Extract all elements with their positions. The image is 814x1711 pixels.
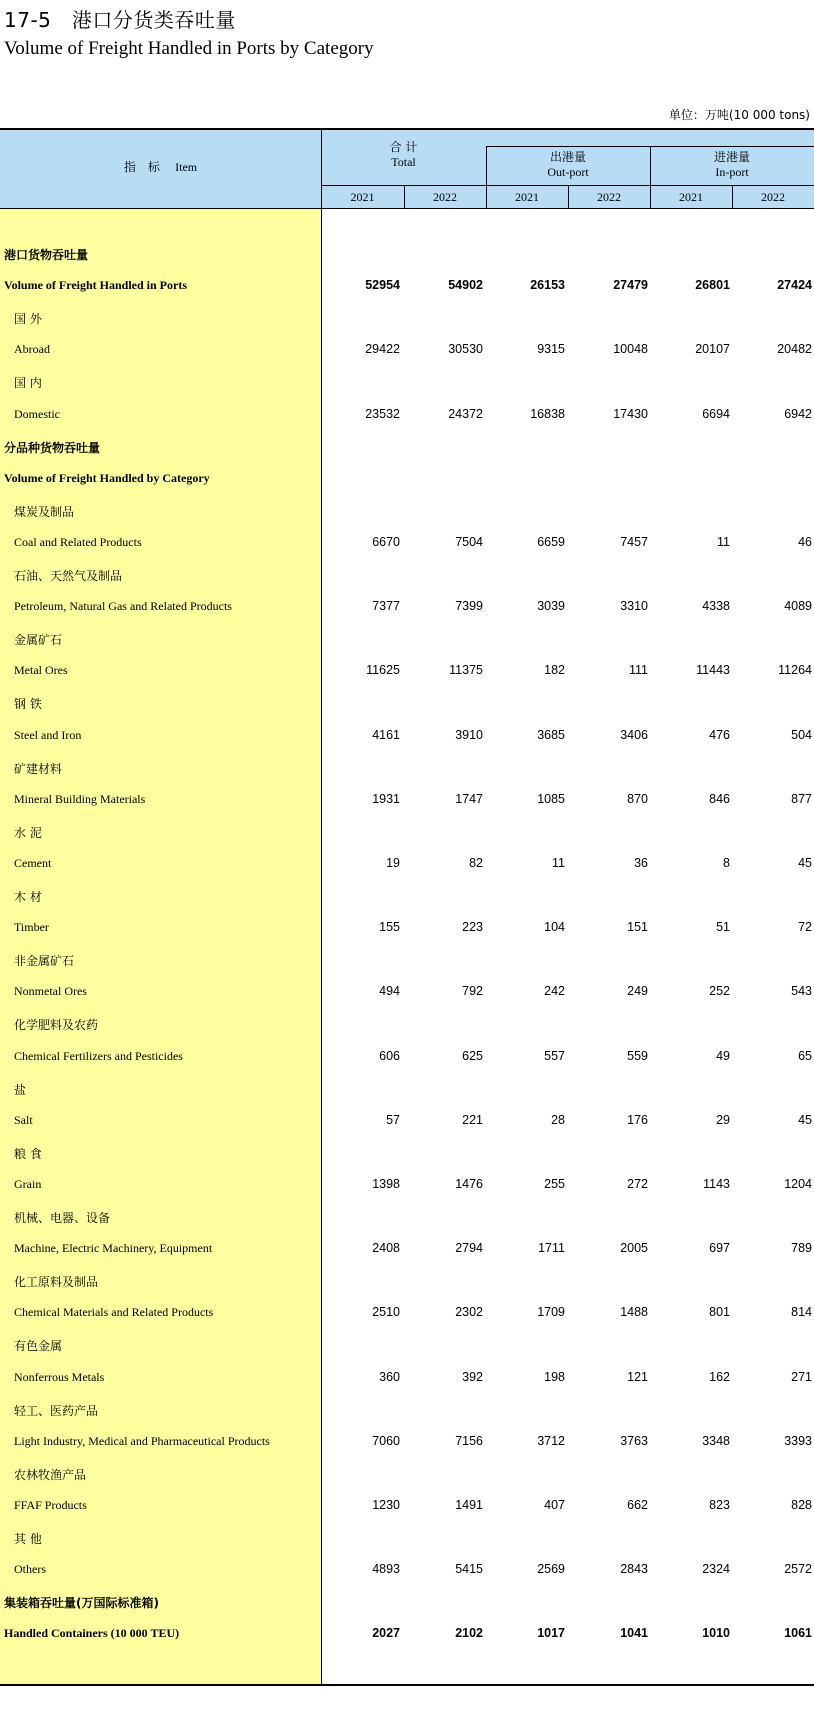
row-value: 17430 <box>613 406 648 421</box>
header-item-en: Item <box>175 160 198 174</box>
row-value: 1711 <box>538 1241 565 1256</box>
header-year: 2021 <box>679 190 703 204</box>
header-inport-cn: 进港量 <box>713 150 750 164</box>
row-value: 1010 <box>702 1626 730 1641</box>
table-row <box>0 886 814 906</box>
row-value: 65 <box>798 1048 812 1063</box>
header-divider <box>321 185 814 186</box>
row-value: 625 <box>462 1048 483 1063</box>
row-value: 52954 <box>365 278 400 293</box>
label-column <box>0 209 322 1684</box>
row-label: Handled Containers (10 000 TEU) <box>4 1626 180 1641</box>
row-value: 6694 <box>702 406 730 421</box>
row-value: 82 <box>469 855 483 870</box>
row-label: Domestic <box>14 406 60 421</box>
row-label: 粮 食 <box>14 1146 42 1161</box>
row-value: 8 <box>723 855 730 870</box>
row-value: 407 <box>544 1497 565 1512</box>
table-title-cn: 17-5 港口分货类吞吐量 <box>4 8 236 32</box>
table-row <box>0 565 814 585</box>
row-value: 20107 <box>695 342 730 357</box>
table-row <box>0 661 814 681</box>
row-value: 543 <box>791 984 812 999</box>
row-label: 石油、天然气及制品 <box>14 569 123 583</box>
row-value: 36 <box>634 855 648 870</box>
row-value: 7504 <box>455 534 483 549</box>
row-value: 151 <box>627 920 648 935</box>
table-row <box>0 629 814 649</box>
row-value: 9315 <box>537 342 565 357</box>
table-row <box>0 1014 814 1034</box>
row-label: Volume of Freight Handled in Ports <box>4 278 188 293</box>
row-label: 机械、电器、设备 <box>14 1211 111 1225</box>
row-value: 1709 <box>537 1305 565 1320</box>
header-year: 2021 <box>515 190 539 204</box>
row-value: 2569 <box>537 1562 565 1577</box>
table-row <box>0 372 814 392</box>
row-value: 54902 <box>448 278 483 293</box>
header-divider <box>486 146 814 147</box>
row-value: 504 <box>791 727 812 742</box>
row-value: 559 <box>627 1048 648 1063</box>
table-row <box>0 1496 814 1516</box>
row-value: 1230 <box>372 1497 400 1512</box>
table-row <box>0 1239 814 1259</box>
row-value: 11 <box>552 855 565 870</box>
row-label: 化工原料及制品 <box>14 1275 99 1290</box>
table-row <box>0 693 814 713</box>
row-value: 846 <box>709 791 730 806</box>
row-value: 46 <box>798 534 812 549</box>
row-label: Cement <box>14 855 52 870</box>
row-value: 11 <box>717 534 730 549</box>
row-label: 盐 <box>14 1082 27 1097</box>
table-row <box>0 1111 814 1131</box>
table-row <box>0 1624 814 1644</box>
row-label: 煤炭及制品 <box>14 504 75 519</box>
row-value: 49 <box>716 1048 730 1063</box>
header-year: 2021 <box>350 190 375 204</box>
table-row <box>0 854 814 874</box>
row-value: 11625 <box>366 663 400 678</box>
row-value: 2408 <box>372 1241 400 1256</box>
row-value: 4089 <box>784 599 812 614</box>
row-value: 26153 <box>530 278 565 293</box>
row-value: 2102 <box>455 1626 483 1641</box>
table-row <box>0 405 814 425</box>
table-row <box>0 244 814 264</box>
row-value: 2510 <box>372 1305 400 1320</box>
row-value: 10048 <box>613 342 648 357</box>
row-value: 182 <box>544 663 565 678</box>
row-value: 1061 <box>784 1626 812 1641</box>
row-value: 1491 <box>455 1497 483 1512</box>
row-value: 272 <box>627 1176 648 1191</box>
row-label: Chemical Materials and Related Products <box>14 1305 214 1320</box>
row-value: 2572 <box>784 1562 812 1577</box>
row-value: 198 <box>544 1369 565 1384</box>
table-row <box>0 950 814 970</box>
row-value: 4161 <box>372 727 400 742</box>
row-value: 494 <box>379 984 400 999</box>
row-value: 11443 <box>696 663 730 678</box>
row-value: 823 <box>709 1497 730 1512</box>
table-row <box>0 1175 814 1195</box>
table-row <box>0 1432 814 1452</box>
table-row <box>0 758 814 778</box>
table-row <box>0 1335 814 1355</box>
table-bottom-rule <box>0 1684 814 1686</box>
table-row <box>0 1143 814 1163</box>
row-value: 4338 <box>702 599 730 614</box>
row-value: 23532 <box>365 406 400 421</box>
row-value: 45 <box>798 1112 812 1127</box>
row-value: 801 <box>709 1305 730 1320</box>
table-row <box>0 822 814 842</box>
table-row <box>0 918 814 938</box>
row-label: Grain <box>14 1176 42 1191</box>
row-value: 249 <box>627 984 648 999</box>
table-row <box>0 1592 814 1612</box>
table-row <box>0 1368 814 1388</box>
row-label: 非金属矿石 <box>14 954 75 969</box>
row-value: 2027 <box>372 1626 400 1641</box>
row-value: 7377 <box>372 599 400 614</box>
table-row <box>0 1528 814 1548</box>
row-value: 162 <box>709 1369 730 1384</box>
table-row <box>0 501 814 521</box>
row-value: 3685 <box>537 727 565 742</box>
row-label: 金属矿石 <box>14 633 63 648</box>
row-value: 606 <box>379 1048 400 1063</box>
row-label: 矿建材料 <box>14 761 63 776</box>
table-row <box>0 1207 814 1227</box>
header-outport-en: Out-port <box>547 165 589 179</box>
row-value: 828 <box>791 1497 812 1512</box>
row-value: 19 <box>386 855 400 870</box>
row-label: 化学肥料及农药 <box>14 1018 99 1033</box>
header-year: 2022 <box>433 190 457 204</box>
row-label: Nonmetal Ores <box>14 984 87 999</box>
table-row <box>0 276 814 296</box>
row-label: Volume of Freight Handled by Category <box>4 470 210 485</box>
row-value: 242 <box>544 984 565 999</box>
row-label: Salt <box>14 1112 33 1127</box>
row-label: 分品种货物吞吐量 <box>4 440 101 455</box>
row-value: 476 <box>709 727 730 742</box>
row-label: 国 内 <box>14 376 42 391</box>
row-value: 3406 <box>620 727 648 742</box>
table-body <box>0 209 814 1684</box>
table-row <box>0 1303 814 1323</box>
row-label: Light Industry, Medical and Pharmaceutical Products <box>14 1433 270 1448</box>
row-value: 255 <box>544 1176 565 1191</box>
row-value: 1017 <box>537 1626 565 1641</box>
row-value: 2324 <box>702 1562 730 1577</box>
row-value: 1488 <box>620 1305 648 1320</box>
row-value: 271 <box>791 1369 812 1384</box>
row-value: 1041 <box>620 1626 648 1641</box>
row-value: 3348 <box>702 1433 730 1448</box>
row-value: 45 <box>798 855 812 870</box>
row-value: 111 <box>628 663 648 678</box>
row-label: Chemical Fertilizers and Pesticides <box>14 1048 183 1063</box>
row-value: 223 <box>462 920 483 935</box>
row-label: Timber <box>14 920 49 935</box>
row-value: 7060 <box>372 1433 400 1448</box>
row-label: Abroad <box>14 342 50 357</box>
header-inport-en: In-port <box>715 165 749 179</box>
header-year: 2022 <box>597 190 621 204</box>
row-value: 1085 <box>537 791 565 806</box>
row-label: 水 泥 <box>14 825 42 840</box>
row-value: 870 <box>627 791 648 806</box>
row-value: 2302 <box>455 1305 483 1320</box>
table-row <box>0 597 814 617</box>
row-value: 814 <box>791 1305 812 1320</box>
row-value: 697 <box>709 1241 730 1256</box>
row-value: 557 <box>544 1048 565 1063</box>
row-value: 51 <box>716 920 730 935</box>
row-value: 3910 <box>455 727 483 742</box>
row-value: 2843 <box>620 1562 648 1577</box>
row-value: 2005 <box>620 1241 648 1256</box>
row-value: 72 <box>798 920 812 935</box>
row-value: 4893 <box>372 1562 400 1577</box>
row-value: 3039 <box>537 599 565 614</box>
row-label: 木 材 <box>14 890 42 904</box>
row-label: Mineral Building Materials <box>14 791 146 806</box>
table-row <box>0 1560 814 1580</box>
row-value: 662 <box>627 1497 648 1512</box>
row-value: 30530 <box>448 342 483 357</box>
row-value: 360 <box>379 1369 400 1384</box>
header-total-en: Total <box>391 155 416 169</box>
row-value: 16838 <box>530 406 565 421</box>
table-row <box>0 340 814 360</box>
row-label: 港口货物吞吐量 <box>4 248 89 262</box>
header-item-cn: 指 标 <box>123 160 160 174</box>
row-value: 20482 <box>777 342 812 357</box>
row-value: 57 <box>386 1112 400 1127</box>
row-value: 1143 <box>703 1176 730 1191</box>
row-value: 176 <box>627 1112 648 1127</box>
row-value: 11264 <box>778 663 812 678</box>
table-row <box>0 982 814 1002</box>
row-value: 2794 <box>455 1241 483 1256</box>
header-year: 2022 <box>761 190 785 204</box>
row-value: 1931 <box>372 791 400 806</box>
row-value: 155 <box>379 920 400 935</box>
row-value: 27424 <box>777 278 812 293</box>
table-row <box>0 1271 814 1291</box>
row-label: 农林牧渔产品 <box>14 1467 87 1482</box>
row-value: 1747 <box>455 791 483 806</box>
row-value: 121 <box>627 1369 648 1384</box>
row-label: Coal and Related Products <box>14 534 142 549</box>
row-value: 7399 <box>455 599 483 614</box>
row-label: 轻工、医药产品 <box>14 1403 99 1418</box>
row-value: 877 <box>791 791 812 806</box>
table-row <box>0 1464 814 1484</box>
header-total <box>321 140 486 170</box>
row-label: 有色金属 <box>14 1339 63 1354</box>
row-value: 11375 <box>449 663 483 678</box>
row-value: 26801 <box>695 278 730 293</box>
row-value: 6659 <box>537 534 565 549</box>
table-row <box>0 726 814 746</box>
row-value: 1398 <box>372 1176 400 1191</box>
row-label: Others <box>14 1562 46 1577</box>
row-value: 789 <box>791 1241 812 1256</box>
row-value: 392 <box>462 1369 483 1384</box>
table-row <box>0 469 814 489</box>
row-value: 5415 <box>455 1562 483 1577</box>
row-value: 29 <box>716 1112 730 1127</box>
row-label: 集装箱吞吐量(万国际标准箱) <box>4 1596 159 1611</box>
header-item <box>0 160 321 175</box>
row-label: Steel and Iron <box>14 727 82 742</box>
table-row <box>0 1047 814 1067</box>
row-value: 3310 <box>620 599 648 614</box>
header-inport <box>650 150 814 180</box>
table-title-en: Volume of Freight Handled in Ports by Category <box>4 38 374 59</box>
row-label: 其 他 <box>14 1532 42 1546</box>
table-header <box>0 130 814 209</box>
table-row <box>0 1400 814 1420</box>
header-outport-cn: 出港量 <box>549 150 586 164</box>
row-label: FFAF Products <box>14 1497 87 1512</box>
row-value: 3393 <box>784 1433 812 1448</box>
row-value: 1476 <box>455 1176 483 1191</box>
table-row <box>0 533 814 553</box>
row-value: 7156 <box>455 1433 483 1448</box>
row-value: 29422 <box>365 342 400 357</box>
row-value: 7457 <box>620 534 648 549</box>
row-value: 1204 <box>784 1176 812 1191</box>
row-value: 6942 <box>784 406 812 421</box>
table-row <box>0 308 814 328</box>
table-row <box>0 790 814 810</box>
row-label: Nonferrous Metals <box>14 1369 105 1384</box>
table-row <box>0 1079 814 1099</box>
row-value: 792 <box>462 984 483 999</box>
row-label: Metal Ores <box>14 663 68 678</box>
row-value: 27479 <box>613 278 648 293</box>
row-value: 24372 <box>448 406 483 421</box>
row-label: 国 外 <box>14 312 42 327</box>
row-value: 6670 <box>372 534 400 549</box>
unit-label: 单位：万吨(10 000 tons) <box>668 108 810 122</box>
row-label: 钢 铁 <box>14 697 42 712</box>
row-value: 252 <box>709 984 730 999</box>
header-total-cn: 合 计 <box>389 140 418 154</box>
row-value: 221 <box>462 1112 483 1127</box>
row-value: 28 <box>551 1112 565 1127</box>
row-label: Machine, Electric Machinery, Equipment <box>14 1241 213 1256</box>
table-row <box>0 437 814 457</box>
row-value: 104 <box>544 920 565 935</box>
header-outport <box>486 150 650 180</box>
row-value: 3763 <box>620 1433 648 1448</box>
row-label: Petroleum, Natural Gas and Related Products <box>14 599 232 614</box>
row-value: 3712 <box>537 1433 565 1448</box>
